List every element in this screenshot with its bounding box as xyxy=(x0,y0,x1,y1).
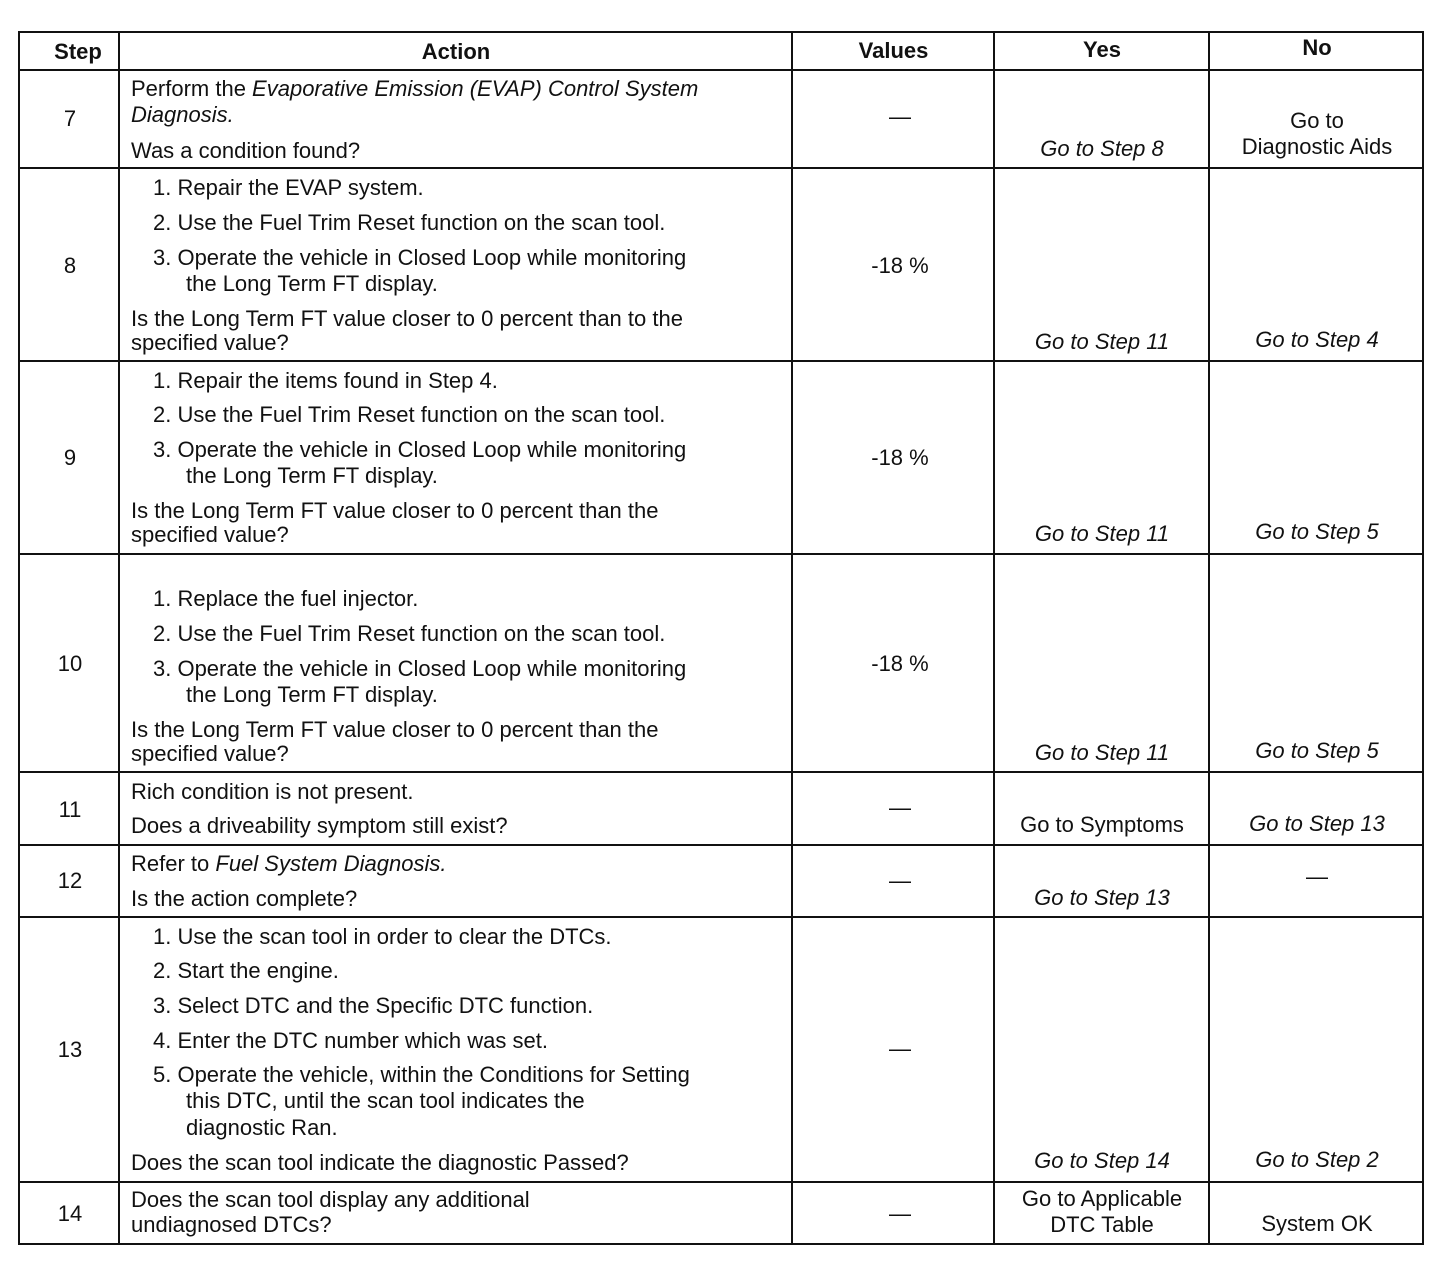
action-question: specified value? xyxy=(131,741,289,766)
action-list-item: 3. Select DTC and the Specific DTC function. xyxy=(153,993,594,1018)
action-list-item: 2. Use the Fuel Trim Reset function on the scan tool. xyxy=(153,402,666,427)
step-number: 13 xyxy=(57,1037,83,1062)
action-text: Rich condition is not present. xyxy=(131,779,414,804)
action-list-item: 3. Operate the vehicle in Closed Loop while monitoring xyxy=(153,656,687,681)
column-divider xyxy=(1208,33,1210,1243)
row-divider xyxy=(20,360,1422,362)
value-cell: -18 % xyxy=(871,651,929,676)
yes-link[interactable]: Go to Step 13 xyxy=(1034,885,1170,910)
action-question: Is the action complete? xyxy=(131,886,358,911)
row-divider xyxy=(20,771,1422,773)
action-question: Is the Long Term FT value closer to 0 percent than to the xyxy=(131,306,683,331)
action-question: specified value? xyxy=(131,522,289,547)
action-question: Is the Long Term FT value closer to 0 percent than the xyxy=(131,717,659,742)
step-number: 11 xyxy=(58,797,82,822)
action-list-item: 2. Use the Fuel Trim Reset function on the scan tool. xyxy=(153,621,666,646)
header-yes: Yes xyxy=(1083,37,1121,62)
yes-link[interactable]: Go to Step 14 xyxy=(1034,1148,1170,1173)
no-link[interactable]: Go to Step 5 xyxy=(1255,738,1379,763)
action-list-item: 4. Enter the DTC number which was set. xyxy=(153,1028,548,1053)
action-list-item: this DTC, until the scan tool indicates the xyxy=(186,1088,585,1113)
action-list-item: 3. Operate the vehicle in Closed Loop while monitoring xyxy=(153,245,687,270)
action-list-item: 1. Replace the fuel injector. xyxy=(153,586,419,611)
action-text: Refer to Fuel System Diagnosis. xyxy=(131,851,447,876)
value-cell: — xyxy=(889,795,911,820)
yes-link[interactable]: Go to Step 11 xyxy=(1034,329,1170,354)
value-cell: — xyxy=(889,104,911,129)
header-step: Step xyxy=(54,39,102,64)
header-no: No xyxy=(1302,35,1332,60)
no-link[interactable]: Diagnostic Aids xyxy=(1241,134,1393,159)
step-number: 14 xyxy=(57,1201,83,1226)
action-list-item: 2. Start the engine. xyxy=(153,958,339,983)
row-divider xyxy=(20,916,1422,918)
action-list-item: the Long Term FT display. xyxy=(186,271,438,296)
yes-link[interactable]: Go to Step 11 xyxy=(1034,521,1170,546)
action-question: undiagnosed DTCs? xyxy=(131,1212,332,1237)
yes-link[interactable]: Go to Step 8 xyxy=(1040,136,1164,161)
value-cell: -18 % xyxy=(871,445,929,470)
action-list-item: 1. Use the scan tool in order to clear the DTCs. xyxy=(153,924,612,949)
no-link[interactable]: Go to Step 5 xyxy=(1255,519,1379,544)
action-list-item: 3. Operate the vehicle in Closed Loop while monitoring xyxy=(153,437,687,462)
action-question: Does a driveability symptom still exist? xyxy=(131,813,508,838)
action-text: Diagnosis. xyxy=(131,102,234,127)
yes-link[interactable]: Go to Symptoms xyxy=(1020,812,1184,837)
action-list-item: 5. Operate the vehicle, within the Conditions for Setting xyxy=(153,1062,690,1087)
yes-link[interactable]: DTC Table xyxy=(1050,1212,1154,1237)
row-divider xyxy=(20,167,1422,169)
value-cell: -18 % xyxy=(871,253,929,278)
no-link[interactable]: Go to Step 13 xyxy=(1249,811,1385,836)
action-question: Does the scan tool indicate the diagnostic Passed? xyxy=(131,1150,629,1175)
row-divider xyxy=(20,1181,1422,1183)
action-question: Is the Long Term FT value closer to 0 percent than the xyxy=(131,498,659,523)
action-question: Was a condition found? xyxy=(131,138,361,163)
value-cell: — xyxy=(889,1036,911,1061)
header-action: Action xyxy=(421,39,491,64)
step-number: 12 xyxy=(57,868,83,893)
step-number: 8 xyxy=(63,253,77,278)
yes-link[interactable]: Go to Applicable xyxy=(1021,1186,1183,1211)
action-list-item: the Long Term FT display. xyxy=(186,682,438,707)
row-divider xyxy=(20,69,1422,71)
action-question: Does the scan tool display any additional xyxy=(131,1187,530,1212)
step-number: 10 xyxy=(57,651,83,676)
action-list-item: 2. Use the Fuel Trim Reset function on the scan tool. xyxy=(153,210,666,235)
yes-link[interactable]: Go to Step 11 xyxy=(1034,740,1170,765)
action-question: specified value? xyxy=(131,330,289,355)
no-link[interactable]: Go to Step 4 xyxy=(1255,327,1379,352)
action-text: Perform the Evaporative Emission (EVAP) Control System xyxy=(131,76,699,101)
step-number: 9 xyxy=(63,445,77,470)
header-values: Values xyxy=(858,38,929,63)
no-cell: System OK xyxy=(1261,1211,1373,1236)
row-divider xyxy=(20,553,1422,555)
value-cell: — xyxy=(889,868,911,893)
row-divider xyxy=(20,844,1422,846)
no-cell: — xyxy=(1306,864,1328,889)
action-list-item: 1. Repair the EVAP system. xyxy=(153,175,424,200)
no-link[interactable]: Go to xyxy=(1290,108,1344,133)
action-list-item: diagnostic Ran. xyxy=(186,1115,338,1140)
step-number: 7 xyxy=(63,106,77,131)
value-cell: — xyxy=(889,1201,911,1226)
action-list-item: the Long Term FT display. xyxy=(186,463,438,488)
action-list-item: 1. Repair the items found in Step 4. xyxy=(153,368,498,393)
no-link[interactable]: Go to Step 2 xyxy=(1255,1147,1379,1172)
